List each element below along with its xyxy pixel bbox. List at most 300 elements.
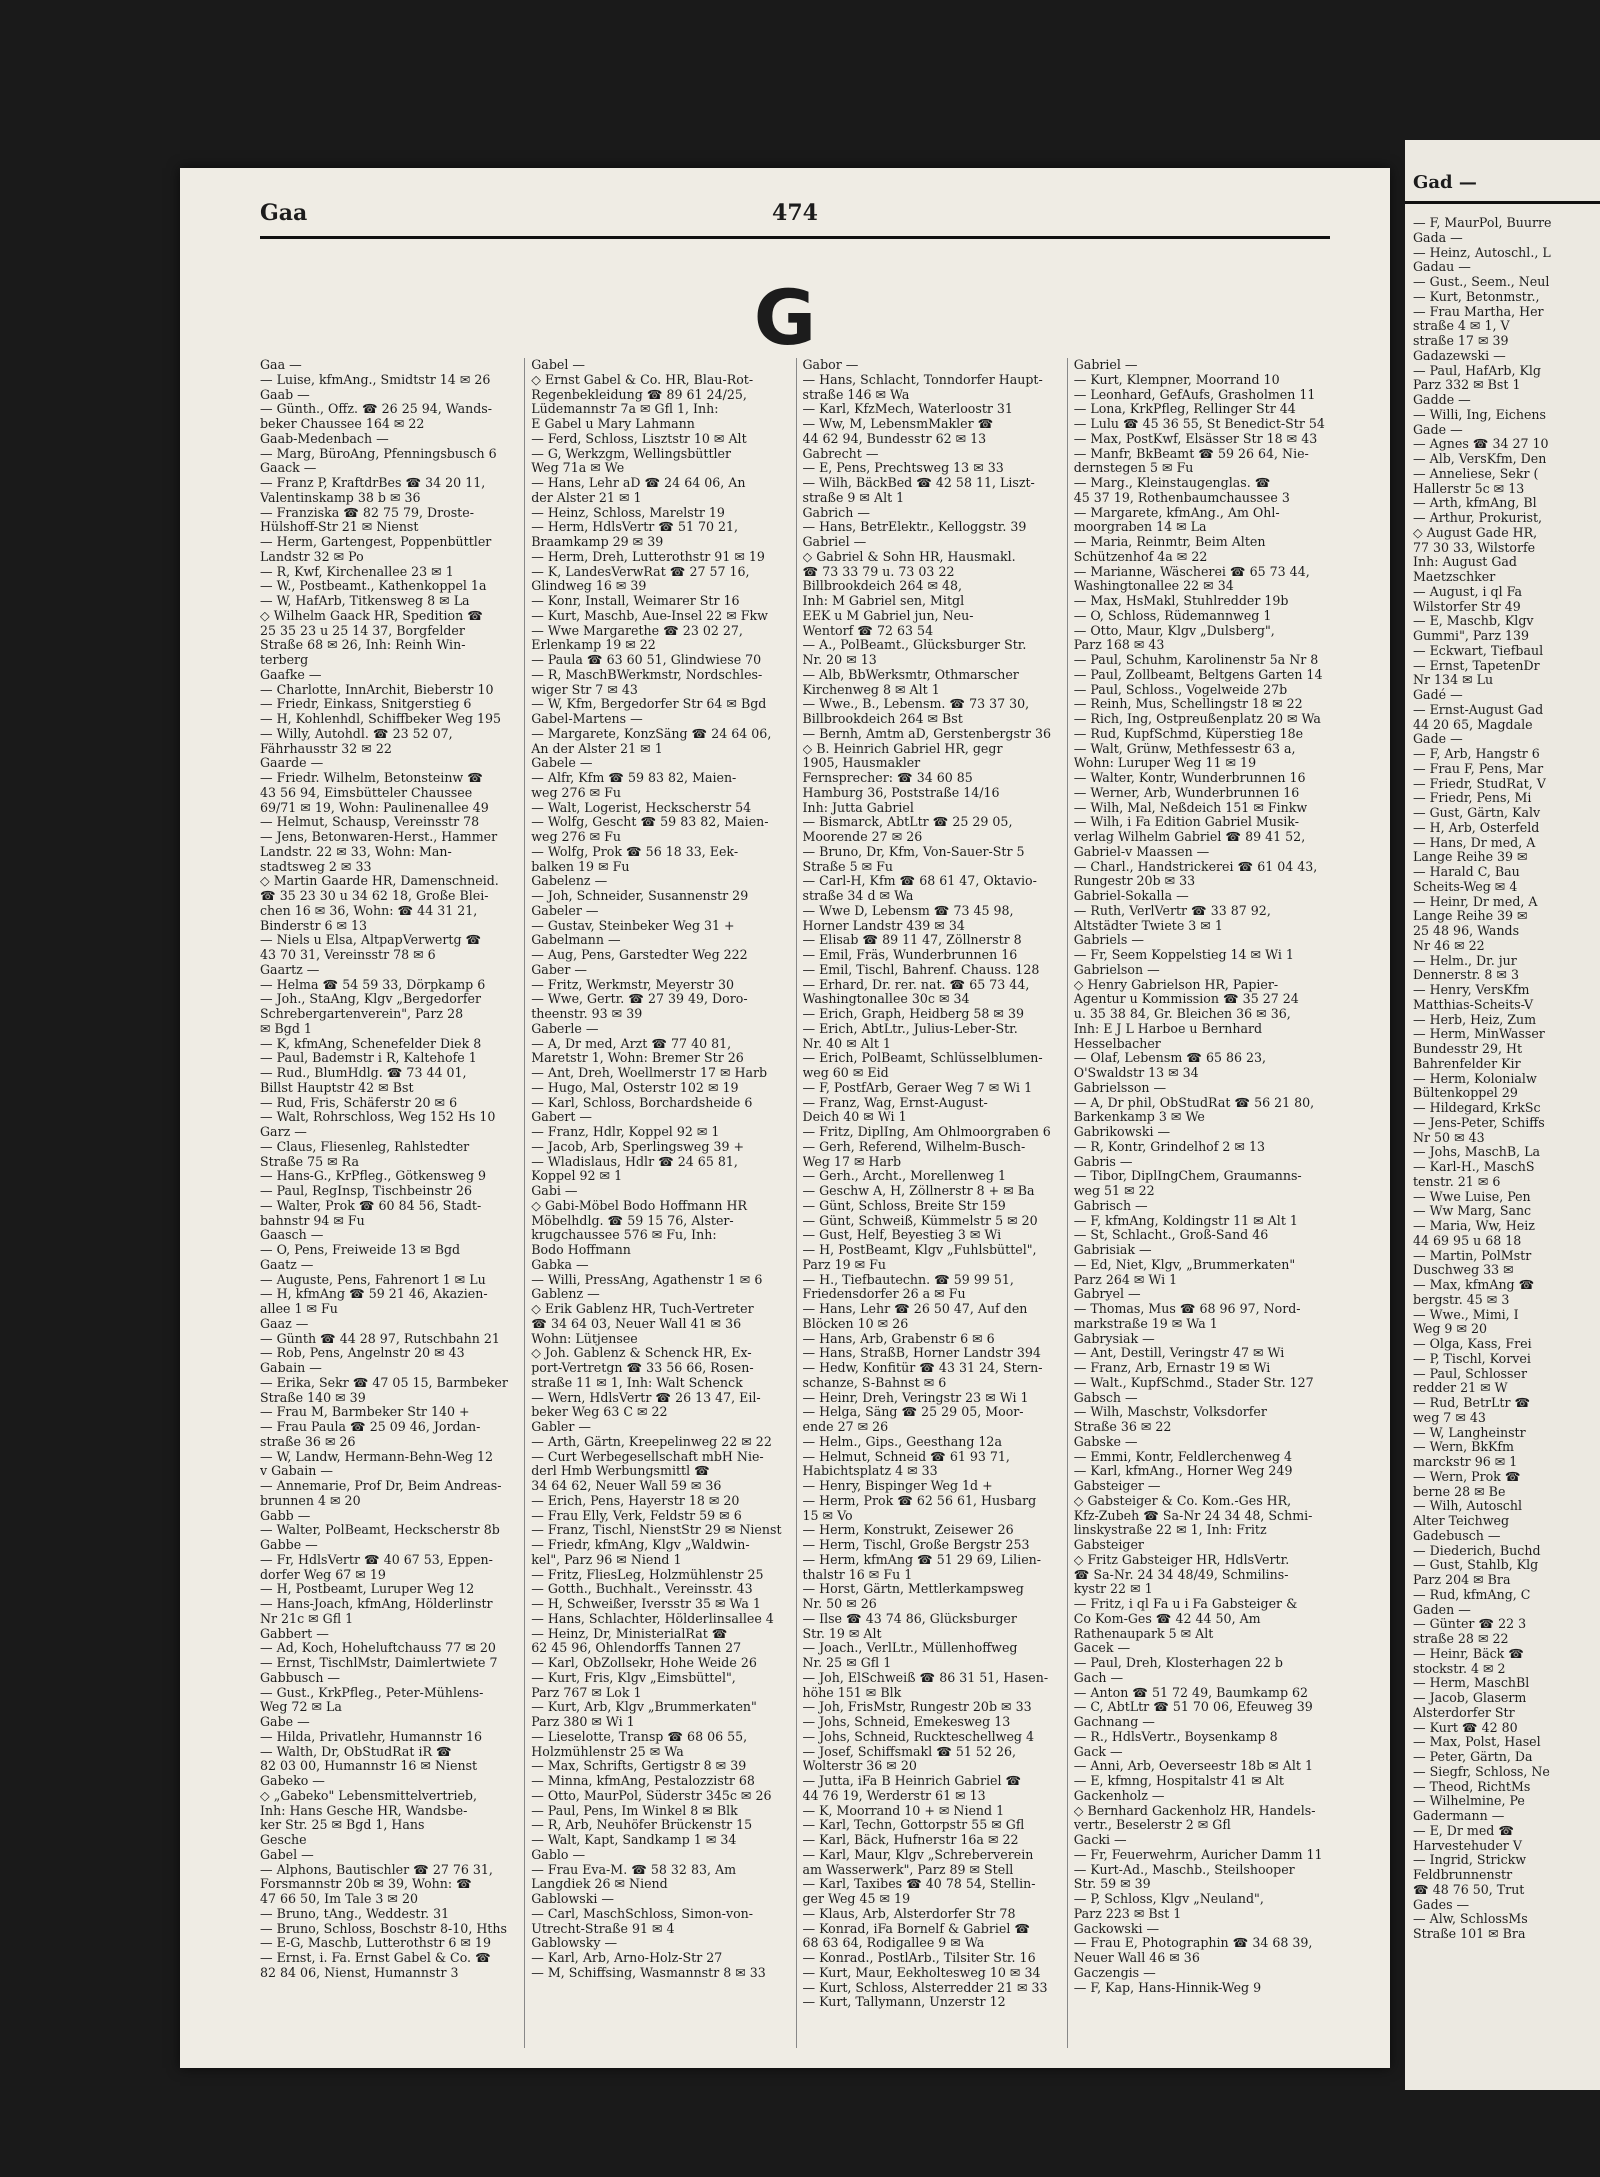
directory-entry: — Herm, kfmAng ☎ 51 29 69, Lilien- — [802, 1552, 1042, 1567]
directory-entry: — Gust., Seem., Neul — [1413, 275, 1550, 289]
directory-entry: — Emil, Tischl, Bahrenf. Chauss. 128 — [802, 962, 1040, 977]
directory-entry: — Ww, M, LebensmMakler ☎ — [802, 417, 994, 431]
directory-entry: — Jacob, Glaserm — [1413, 1691, 1527, 1705]
directory-entry: Gaaz — — [260, 1316, 309, 1331]
directory-entry: Weg 71a ✉ We — [531, 461, 625, 476]
directory-entry: Billbrookdeich 264 ✉ Bst — [802, 712, 963, 726]
directory-entry: Duschweg 33 ✉ — [1413, 1263, 1514, 1278]
directory-entry: — Gust, Stahlb, Klg — [1413, 1558, 1539, 1573]
directory-entry: — Ad, Koch, Hoheluftchauss 77 ✉ 20 — [260, 1641, 496, 1656]
directory-entry: — Karl, Techn, Gottorpstr 55 ✉ Gfl — [802, 1818, 1025, 1833]
directory-entry: — Frau F, Pens, Mar — [1413, 761, 1544, 776]
directory-entry: — Wladislaus, Hdlr ☎ 24 65 81, — [531, 1154, 738, 1169]
directory-entry: Hesselbacher — [1073, 1036, 1161, 1051]
directory-entry: — Hans-G., KrPfleg., Götkensweg 9 — [260, 1169, 487, 1184]
directory-entry: dorfer Weg 67 ✉ 19 — [260, 1567, 386, 1582]
directory-entry: — Ernst-August Gad — [1413, 702, 1544, 717]
directory-entry: — Joh, ElSchweiß ☎ 86 31 51, Hasen- — [802, 1670, 1049, 1685]
directory-entry: Gade — — [1413, 732, 1463, 747]
directory-entry: — Carl-H, Kfm ☎ 68 61 47, Oktavio- — [802, 874, 1037, 889]
directory-entry: Gabsteiger — — [1073, 1479, 1161, 1493]
directory-entry: — W., Postbeamt., Kathenkoppel 1a — [260, 579, 487, 594]
directory-entry: Gada — — [1413, 230, 1463, 245]
directory-entry: — Konrad, iFa Bornelf & Gabriel ☎ — [802, 1921, 1031, 1936]
directory-entry: — Ernst, TischlMstr, Daimlertwiete 7 — [260, 1656, 498, 1670]
directory-entry: — Klaus, Arb, Alsterdorfer Str 78 — [802, 1906, 1016, 1921]
directory-entry: Gadermann — — [1413, 1809, 1505, 1823]
directory-entry: Gabrich — — [802, 505, 870, 520]
directory-entry: Gabrisch — — [1073, 1198, 1148, 1213]
directory-entry: Gack — — [1073, 1744, 1123, 1759]
directory-entry: — Friedr, StudRat, V — [1413, 776, 1546, 791]
directory-entry: EEK u M Gabriel jun, Neu- — [802, 608, 974, 623]
directory-entry: 43 70 31, Vereinsstr 78 ✉ 6 — [260, 948, 436, 962]
directory-entry: — F, PostfArb, Geraer Weg 7 ✉ Wi 1 — [802, 1080, 1033, 1095]
directory-entry: — Heinr, Bäck ☎ — [1413, 1646, 1524, 1661]
directory-entry: Braamkamp 29 ✉ 39 — [531, 535, 664, 549]
directory-entry: — P, Tischl, Korvei — [1413, 1351, 1531, 1366]
directory-entry: — E, kfmng, Hospitalstr 41 ✉ Alt — [1073, 1774, 1284, 1788]
directory-entry: ◇ Fritz Gabsteiger HR, HdlsVertr. — [1073, 1552, 1290, 1567]
directory-entry: — Frau Paula ☎ 25 09 46, Jordan- — [260, 1420, 481, 1434]
directory-entry: stockstr. 4 ✉ 2 — [1413, 1661, 1506, 1676]
directory-entry: Gabbusch — — [260, 1670, 341, 1685]
directory-entry: Gabele — — [531, 756, 593, 771]
directory-entry: — Karl, Schloss, Borchardsheide 6 — [531, 1095, 753, 1110]
directory-entry: An der Alster 21 ✉ 1 — [531, 741, 663, 756]
directory-entry: — Fr, Feuerwehrm, Auricher Damm 11 — [1073, 1847, 1323, 1862]
directory-entry: 34 64 62, Neuer Wall 59 ✉ 36 — [531, 1479, 722, 1493]
directory-entry: Horner Landstr 439 ✉ 34 — [802, 918, 965, 933]
directory-entry: — Diederich, Buchd — [1413, 1543, 1541, 1558]
directory-entry: — Walter, Prok ☎ 60 84 56, Stadt- — [260, 1198, 482, 1213]
directory-entry: derl Hmb Werbungsmittl ☎ — [531, 1464, 710, 1479]
directory-entry: Lange Reihe 39 ✉ — [1413, 909, 1528, 924]
directory-entry: Utrecht-Straße 91 ✉ 4 — [531, 1921, 675, 1936]
directory-entry: — Horst, Gärtn, Mettlerkampsweg — [802, 1582, 1024, 1597]
directory-entry: Bundesstr 29, Ht — [1413, 1042, 1523, 1056]
directory-entry: — Johs, MaschB, La — [1413, 1145, 1540, 1160]
directory-entry: — Bruno, Dr, Kfm, Von-Sauer-Str 5 — [802, 844, 1025, 859]
directory-entry: — Elisab ☎ 89 11 47, Zöllnerstr 8 — [802, 933, 1022, 948]
directory-entry: terberg — [260, 653, 309, 667]
directory-entry: — Charlotte, InnArchit, Bieberstr 10 — [260, 682, 494, 697]
directory-entry: — K, kfmAng, Schenefelder Diek 8 — [260, 1036, 482, 1051]
directory-entry: — Siegfr, Schloss, Ne — [1413, 1764, 1550, 1779]
directory-entry: Nr 134 ✉ Lu — [1413, 673, 1494, 688]
directory-entry: — Franz, Arb, Ernastr 19 ✉ Wi — [1073, 1361, 1271, 1375]
directory-entry: — Joh, FrisMstr, Rungestr 20b ✉ 33 — [802, 1700, 1032, 1715]
directory-entry: Gadau — — [1413, 260, 1471, 275]
directory-entry: — W, HafArb, Titkensweg 8 ✉ La — [260, 594, 470, 608]
directory-entry: — A, Dr phil, ObStudRat ☎ 56 21 80, — [1073, 1095, 1315, 1110]
directory-entry: — Paul, Schuhm, Karolinenstr 5a Nr 8 — [1073, 653, 1319, 667]
directory-entry: — F, MaurPol, Buurre — [1413, 216, 1552, 230]
directory-entry: — Franz, Tischl, NienstStr 29 ✉ Nienst — [531, 1523, 782, 1538]
directory-entry: Erlenkamp 19 ✉ 22 — [531, 638, 656, 653]
directory-entry: — A, Dr med, Arzt ☎ 77 40 81, — [531, 1036, 732, 1051]
directory-entry: Gabel — — [531, 358, 585, 372]
directory-entry: Hallerstr 5c ✉ 13 — [1413, 481, 1525, 496]
directory-entry: — Annemarie, Prof Dr, Beim Andreas- — [260, 1479, 502, 1493]
directory-entry: theenstr. 93 ✉ 39 — [531, 1007, 643, 1021]
directory-entry: — A., PolBeamt., Glücksburger Str. — [802, 638, 1027, 653]
directory-entry: Gade — — [1413, 422, 1463, 437]
directory-entry: kel", Parz 96 ✉ Niend 1 — [531, 1552, 682, 1567]
directory-entry: — Joh., StaAng, Klgv „Bergedorfer — [260, 992, 481, 1007]
directory-entry: — Paul, Pens, Im Winkel 8 ✉ Blk — [531, 1803, 738, 1818]
directory-entry: — Fritz, i ql Fa u i Fa Gabsteiger & — [1073, 1597, 1298, 1611]
directory-entry: 1905, Hausmakler — [802, 756, 921, 771]
directory-entry: Gaberle — — [531, 1021, 599, 1036]
directory-entry: Gabrecht — — [802, 446, 879, 461]
directory-entry: — Fritz, FliesLeg, Holzmühlenstr 25 — [531, 1567, 764, 1582]
directory-entry: — Hans, Dr med, A — [1413, 835, 1536, 850]
directory-entry: Gabler — — [531, 1420, 591, 1434]
directory-entry: 15 ✉ Vo — [802, 1508, 853, 1523]
directory-entry: — Agnes ☎ 34 27 10 — [1413, 437, 1549, 452]
directory-entry: — Karl-H., MaschS — [1413, 1160, 1535, 1174]
directory-entry: — E-G, Maschb, Lutterothstr 6 ✉ 19 — [260, 1936, 491, 1951]
directory-entry: — Friedr. Wilhelm, Betonsteinw ☎ — [260, 771, 483, 785]
directory-entry: — Geschw A, H, Zöllnerstr 8 + ✉ Ba — [802, 1184, 1035, 1198]
directory-entry: allee 1 ✉ Fu — [260, 1302, 338, 1316]
column-4 — [1067, 358, 1330, 2048]
directory-entry: am Wasserwerk", Parz 89 ✉ Stell — [802, 1862, 1014, 1877]
directory-entry: Gabrielson — — [1073, 962, 1160, 977]
directory-entry: 44 76 19, Werderstr 61 ✉ 13 — [802, 1788, 986, 1803]
directory-entry: Wohn: Luruper Weg 11 ✉ 19 — [1073, 756, 1257, 771]
directory-entry: — R, Kwf, Kirchenallee 23 ✉ 1 — [260, 564, 454, 579]
directory-entry: Kirchenweg 8 ✉ Alt 1 — [802, 682, 940, 697]
directory-entry: ☎ 35 23 30 u 34 62 18, Große Blei- — [260, 889, 489, 903]
directory-entry: — Walth, Dr, ObStudRat iR ☎ — [260, 1744, 452, 1759]
directory-entry: Weg 17 ✉ Harb — [802, 1154, 902, 1169]
directory-entry: Friedensdorfer 26 a ✉ Fu — [802, 1287, 966, 1302]
directory-entry: — Henry, Bispinger Weg 1d + — [802, 1479, 993, 1493]
directory-entry: ◇ Gabi-Möbel Bodo Hoffmann HR — [531, 1198, 748, 1213]
column-1 — [260, 358, 516, 2048]
directory-entry: E Gabel u Mary Lahmann — [531, 417, 695, 431]
directory-entry: straße 11 ✉ 1, Inh: Walt Schenck — [531, 1375, 743, 1390]
directory-entry: — Marg, BüroAng, Pfenningsbusch 6 — [260, 446, 497, 461]
directory-entry: — Herm, Tischl, Große Bergstr 253 — [802, 1538, 1030, 1552]
directory-entry: 44 69 95 u 68 18 — [1413, 1233, 1522, 1248]
directory-entry: — Kurt ☎ 42 80 — [1413, 1720, 1518, 1735]
directory-entry: Barkenkamp 3 ✉ We — [1073, 1110, 1205, 1125]
directory-entry: Gaber — — [531, 962, 587, 977]
directory-entry: — Wwe, Gertr. ☎ 27 39 49, Doro- — [531, 992, 748, 1007]
directory-entry: — Thomas, Mus ☎ 68 96 97, Nord- — [1073, 1302, 1301, 1316]
directory-entry: Moorende 27 ✉ 26 — [802, 830, 923, 844]
directory-entry: ger Weg 45 ✉ 19 — [802, 1892, 911, 1906]
directory-entry: Inh: August Gad — [1413, 555, 1517, 570]
directory-entry: — C, AbtLtr ☎ 51 70 06, Efeuweg 39 — [1073, 1700, 1313, 1715]
directory-entry: Gummi", Parz 139 — [1413, 629, 1529, 643]
directory-entry: — Harald C, Bau — [1413, 865, 1520, 879]
directory-entry: Gabriel-Sokalla — — [1073, 889, 1189, 903]
directory-entry: — Bruno, Schloss, Boschstr 8-10, Hths — [260, 1921, 507, 1936]
directory-entry: Gabeler — — [531, 903, 599, 918]
directory-entry: — Kurt, Klempner, Moorrand 10 — [1073, 372, 1280, 387]
directory-entry: Langdiek 26 ✉ Niend — [531, 1877, 668, 1892]
directory-entry: — Wern, BkKfm — [1413, 1440, 1515, 1455]
directory-entry: — Arthur, Prokurist, — [1413, 511, 1543, 525]
directory-entry: — Rud., BlumHdlg. ☎ 73 44 01, — [260, 1066, 467, 1080]
directory-entry: — Heinz, Schloss, Marelstr 19 — [531, 505, 725, 520]
directory-entry: Inh: Jutta Gabriel — [802, 800, 914, 815]
directory-entry: Washingtonallee 30c ✉ 34 — [802, 992, 970, 1007]
directory-entry: — Max, HsMakl, Stuhlredder 19b — [1073, 594, 1289, 608]
directory-entry: ☎ 48 76 50, Trut — [1413, 1882, 1525, 1897]
directory-entry: — Willy, Autohdl. ☎ 23 52 07, — [260, 726, 453, 741]
directory-entry: — Alphons, Bautischler ☎ 27 76 31, — [260, 1862, 493, 1877]
directory-entry: — Hans, Schlachter, Hölderlinsallee 4 — [531, 1611, 774, 1626]
directory-entry: bergstr. 45 ✉ 3 — [1413, 1292, 1510, 1307]
directory-entry: — Eckwart, Tiefbaul — [1413, 643, 1544, 658]
directory-entry: — Werner, Arb, Wunderbrunnen 16 — [1073, 785, 1300, 800]
directory-entry: Inh: E J L Harboe u Bernhard — [1073, 1021, 1263, 1036]
next-page-running-head: Gad — — [1413, 172, 1477, 193]
directory-entry: — R, Arb, Neuhöfer Brückenstr 15 — [531, 1818, 753, 1833]
directory-entry: — Anton ☎ 51 72 49, Baumkamp 62 — [1073, 1685, 1309, 1700]
directory-entry: — Ww Marg, Sanc — [1413, 1204, 1532, 1219]
directory-entry: Gaatz — — [260, 1257, 314, 1272]
directory-entry: Wolterstr 36 ✉ 20 — [802, 1759, 917, 1774]
directory-entry: — H, Kohlenhdl, Schiffbeker Weg 195 — [260, 712, 502, 726]
directory-entry: — Herm, HdlsVertr ☎ 51 70 21, — [531, 520, 739, 535]
directory-entry: — Fr, Seem Koppelstieg 14 ✉ Wi 1 — [1073, 948, 1294, 962]
directory-entry: — Paul, Dreh, Klosterhagen 22 b — [1073, 1656, 1283, 1670]
directory-entry: — Joach., VerlLtr., Müllenhoffweg — [802, 1641, 1018, 1656]
directory-entry: — Friedr, kfmAng, Klgv „Waldwin- — [531, 1538, 750, 1552]
directory-entry: Holzmühlenstr 25 ✉ Wa — [531, 1744, 684, 1759]
directory-entry: — Paul, Zollbeamt, Beltgens Garten 14 — [1073, 667, 1323, 682]
directory-entry: — Kurt, Maschb, Aue-Insel 22 ✉ Fkw — [531, 608, 768, 623]
directory-entry: Gabris — — [1073, 1154, 1133, 1169]
directory-entry: Regenbekleidung ☎ 89 61 24/25, — [531, 387, 747, 402]
directory-entry: — Wilh, BäckBed ☎ 42 58 11, Liszt- — [802, 476, 1035, 490]
directory-entry: Gabsteiger — [1073, 1538, 1144, 1552]
directory-entry: Lange Reihe 39 ✉ — [1413, 850, 1528, 865]
directory-entry: — Alb, VersKfm, Den — [1413, 452, 1547, 466]
directory-entry: — Walt, Grünw, Methfessestr 63 a, — [1073, 741, 1296, 756]
directory-entry: Gabsch — — [1073, 1390, 1138, 1405]
directory-entry: Straße 5 ✉ Fu — [802, 859, 894, 874]
directory-entry: 44 62 94, Bundesstr 62 ✉ 13 — [802, 431, 987, 446]
directory-entry: linskystraße 22 ✉ 1, Inh: Fritz — [1073, 1523, 1267, 1538]
directory-entry: — E, Pens, Prechtsweg 13 ✉ 33 — [802, 461, 1004, 476]
directory-entry: — Helma ☎ 54 59 33, Dörpkamp 6 — [260, 977, 486, 992]
directory-entry: — Ant, Dreh, Woellmerstr 17 ✉ Harb — [531, 1066, 768, 1080]
directory-entry: — Jens, Betonwaren-Herst., Hammer — [260, 830, 498, 844]
directory-entry: — Peter, Gärtn, Da — [1413, 1750, 1533, 1764]
directory-entry: straße 28 ✉ 22 — [1413, 1632, 1509, 1646]
directory-entry: — W, Langheinstr — [1413, 1425, 1526, 1440]
directory-entry: — Hans-Joach, kfmAng, Hölderlinstr — [260, 1597, 493, 1611]
directory-entry: — Hans, Lehr ☎ 26 50 47, Auf den — [802, 1302, 1028, 1316]
directory-entry: Gabi — — [531, 1184, 578, 1198]
directory-entry: — Karl, Taxibes ☎ 40 78 54, Stellin- — [802, 1877, 1036, 1892]
column-2 — [524, 358, 787, 2048]
directory-entry: ◇ Bernhard Gackenholz HR, Handels- — [1073, 1803, 1316, 1818]
directory-entry: Weg 9 ✉ 20 — [1413, 1322, 1488, 1337]
directory-entry: Gabske — — [1073, 1434, 1138, 1449]
directory-entry: — Herb, Heiz, Zum — [1413, 1012, 1537, 1027]
directory-entry: Fernsprecher: ☎ 34 60 85 — [802, 771, 973, 785]
directory-entry: — Max, kfmAng ☎ — [1413, 1278, 1535, 1292]
directory-entry: 44 20 65, Magdale — [1413, 717, 1533, 732]
directory-entry: — Heinr, Dreh, Veringstr 23 ✉ Wi 1 — [802, 1390, 1029, 1405]
directory-entry: Straße 75 ✉ Ra — [260, 1154, 359, 1169]
directory-entry: 43 56 94, Eimsbütteler Chaussee — [260, 785, 473, 800]
directory-entry: — Paul, HafArb, Klg — [1413, 363, 1541, 378]
directory-entry: — Herm, Konstrukt, Zeisewег 26 — [802, 1523, 1014, 1538]
directory-entry: — Olaf, Lebensm ☎ 65 86 23, — [1073, 1051, 1267, 1066]
directory-entry: — Gerh, Referend, Wilhelm-Busch- — [802, 1139, 1026, 1154]
directory-entry: — Frau M, Barmbeker Str 140 + — [260, 1405, 470, 1420]
directory-entry: 77 30 33, Wilstorfe — [1413, 540, 1536, 555]
directory-entry: — Friedr, Einkass, Snitgerstieg 6 — [260, 697, 472, 712]
directory-entry: — Otto, MaurPol, Süderstr 345c ✉ 26 — [531, 1788, 772, 1803]
directory-entry: — Frau Elly, Verk, Feldstr 59 ✉ 6 — [531, 1508, 742, 1523]
directory-entry: verlag Wilhelm Gabriel ☎ 89 41 52, — [1073, 830, 1306, 844]
directory-entry: Billbrookdeich 264 ✉ 48, — [802, 579, 963, 594]
directory-entry: Gades — — [1413, 1897, 1470, 1912]
directory-entry: ◇ Joh. Gablenz & Schenck HR, Ex- — [531, 1346, 752, 1361]
directory-entry: — Bruno, tAng., Weddestr. 31 — [260, 1906, 450, 1921]
directory-entry: — Rud, kfmAng, C — [1413, 1587, 1531, 1602]
directory-entry: Scheits-Weg ✉ 4 — [1413, 879, 1518, 894]
directory-entry: Gabriel — — [802, 535, 867, 549]
directory-entry: Schrebergartenverein", Parz 28 — [260, 1007, 464, 1021]
directory-entry: — Henry, VersKfm — [1413, 983, 1530, 997]
directory-entry: ◇ August Gade HR, — [1413, 525, 1538, 540]
directory-entry: beker Weg 63 C ✉ 22 — [531, 1405, 668, 1420]
directory-entry: — Rud, Fris, Schäferstr 20 ✉ 6 — [260, 1095, 458, 1110]
directory-entry: Maretstr 1, Wohn: Bremer Str 26 — [531, 1051, 744, 1066]
directory-entry: — Reinh, Mus, Schellingstr 18 ✉ 22 — [1073, 697, 1303, 712]
directory-entry: — Wolfg, Prok ☎ 56 18 33, Eek- — [531, 844, 739, 859]
directory-entry: — F, Kap, Hans-Hinnik-Weg 9 — [1073, 1980, 1262, 1995]
directory-entry: thalstr 16 ✉ Fu 1 — [802, 1567, 913, 1582]
directory-entry: Matthias-Scheits-V — [1413, 997, 1534, 1012]
directory-entry: — Olga, Kass, Frei — [1413, 1337, 1532, 1351]
directory-entry: Binderstr 6 ✉ 13 — [260, 918, 368, 933]
directory-entry: dernstegen 5 ✉ Fu — [1073, 461, 1194, 476]
directory-entry: port-Vertretgn ☎ 33 56 66, Rosen- — [531, 1361, 754, 1375]
directory-entry: — Paul, RegInsp, Tischbeinstr 26 — [260, 1184, 473, 1198]
directory-entry: — August, i ql Fa — [1413, 584, 1523, 599]
directory-entry: — Karl, Bäck, Hufnerstr 16a ✉ 22 — [802, 1833, 1019, 1847]
directory-entry: — Max, Schrifts, Gertigstr 8 ✉ 39 — [531, 1759, 747, 1774]
directory-entry: — Arth, kfmAng, Bl — [1413, 496, 1537, 511]
directory-entry: Gabeko — — [260, 1774, 325, 1788]
directory-entry: Habichtsplatz 4 ✉ 33 — [802, 1464, 938, 1479]
page-number: 474 — [772, 200, 818, 226]
directory-entry: — Kurt, Fris, Klgv „Eimsbüttel", — [531, 1670, 736, 1685]
directory-entry: — Lieselotte, Transp ☎ 68 06 55, — [531, 1729, 748, 1744]
directory-entry: 69/71 ✉ 19, Wohn: Paulinenallee 49 — [260, 800, 489, 815]
directory-entry: — Günter ☎ 22 3 — [1413, 1617, 1527, 1632]
directory-entry: — Walt, Logerist, Heckscherstr 54 — [531, 800, 752, 815]
directory-entry: — R, MaschBWerkmstr, Nordschles- — [531, 667, 763, 682]
directory-entry: — Tibor, DiplIngChem, Graumanns- — [1073, 1169, 1302, 1184]
directory-entry: — Frau E, Photographin ☎ 34 68 39, — [1073, 1936, 1313, 1951]
directory-entry: — Gust, Gärtn, Kalv — [1413, 806, 1541, 820]
directory-entry: — Franz P, KraftdrBes ☎ 34 20 11, — [260, 476, 486, 490]
directory-entry: — Lona, KrkPfleg, Rellinger Str 44 — [1073, 402, 1296, 417]
directory-entry: — Jens-Peter, Schiffs — [1413, 1115, 1545, 1130]
directory-entry: — Ingrid, Strickw — [1413, 1853, 1527, 1868]
directory-entry: — Ernst, TapetenDr — [1413, 658, 1540, 673]
directory-entry: — Günt, Schloss, Breite Str 159 — [802, 1198, 1006, 1213]
directory-entry: Straße 36 ✉ 22 — [1073, 1420, 1172, 1434]
directory-entry: — Alw, SchlossMs — [1413, 1912, 1528, 1927]
directory-entry: — Hugo, Mal, Osterstr 102 ✉ 19 — [531, 1080, 739, 1095]
directory-entry: Gablenz — — [531, 1287, 600, 1302]
directory-entry: Inh: M Gabriel sen, Mitgl — [802, 594, 965, 608]
directory-entry: — Helmut, Schneid ☎ 61 93 71, — [802, 1449, 1010, 1464]
directory-entry: Garz — — [260, 1125, 307, 1139]
directory-entry: Gackowski — — [1073, 1921, 1160, 1936]
directory-entry: — Manfr, BkBeamt ☎ 59 26 64, Nie- — [1073, 446, 1309, 461]
directory-entry: — Kurt, Arb, Klgv „Brummerkaten" — [531, 1700, 757, 1715]
directory-entry: beker Chaussee 164 ✉ 22 — [260, 417, 425, 431]
directory-entry: — Anni, Arb, Oeverseestr 18b ✉ Alt 1 — [1073, 1759, 1314, 1774]
directory-entry: — Otto, Maur, Klgv „Dulsberg", — [1073, 623, 1275, 638]
directory-entry: Blöcken 10 ✉ 26 — [802, 1316, 909, 1331]
directory-entry: — E, Maschb, Klgv — [1413, 614, 1534, 629]
directory-entry: — E, Dr med ☎ — [1413, 1823, 1515, 1838]
directory-entry: 25 48 96, Wands — [1413, 924, 1520, 938]
directory-entry: Gabbe — — [260, 1538, 318, 1552]
directory-entry: straße 34 d ✉ Wa — [802, 889, 914, 903]
directory-entry: marckstr 96 ✉ 1 — [1413, 1455, 1518, 1469]
directory-entry: — Max, PostKwf, Elsässer Str 18 ✉ 43 — [1073, 431, 1318, 446]
directory-entry: — Ernst, i. Fa. Ernst Gabel & Co. ☎ — [260, 1951, 491, 1965]
directory-entry: Gaczengis — — [1073, 1965, 1156, 1980]
directory-entry: — R, Kontr, Grindelhof 2 ✉ 13 — [1073, 1139, 1266, 1154]
directory-entry: Möbelhdlg. ☎ 59 15 76, Alster- — [531, 1213, 734, 1228]
directory-entry: tenstr. 21 ✉ 6 — [1413, 1174, 1501, 1189]
next-page-edge — [1405, 140, 1600, 2090]
directory-entry: — Karl, KfzMech, Waterloostr 31 — [802, 402, 1013, 417]
directory-entry: 47 66 50, Im Tale 3 ✉ 20 — [260, 1892, 419, 1906]
directory-entry: — Friedr, Pens, Mi — [1413, 791, 1532, 806]
directory-entry: — Günth., Offz. ☎ 26 25 94, Wands- — [260, 402, 492, 417]
directory-entry: ◇ Gabriel & Sohn HR, Hausmakl. — [802, 549, 1016, 564]
directory-entry: ◇ Martin Gaarde HR, Damenschneid. — [260, 874, 499, 889]
directory-entry: Gabka — — [531, 1257, 589, 1272]
directory-entry: — Kurt-Ad., Maschb., Steilshooper — [1073, 1862, 1295, 1877]
directory-entry: Glindweg 16 ✉ 39 — [531, 579, 647, 594]
directory-entry: — Fritz, DiplIng, Am Ohlmoorgraben 6 — [802, 1125, 1051, 1139]
directory-entry: — Helm., Dr. jur — [1413, 953, 1517, 968]
directory-entry: Gabor — — [802, 358, 859, 372]
directory-entry: ◇ Wilhelm Gaack HR, Spedition ☎ — [260, 608, 483, 623]
directory-entry: Dennerstr. 8 ✉ 3 — [1413, 968, 1519, 983]
directory-entry: Nr. 20 ✉ 13 — [802, 653, 877, 667]
directory-entry: — Franziska ☎ 82 75 79, Droste- — [260, 505, 474, 520]
directory-entry: ◇ Henry Gabrielson HR, Papier- — [1073, 977, 1279, 992]
directory-entry: ◇ B. Heinrich Gabriel HR, gegr — [802, 741, 1003, 756]
directory-entry: — Herm, Dreh, Lutterothstr 91 ✉ 19 — [531, 549, 765, 564]
directory-entry: — Wwe D, Lebensm ☎ 73 45 98, — [802, 903, 1014, 918]
directory-entry: Alsterdorfer Str — [1413, 1705, 1515, 1720]
directory-entry: — M, Schiffsing, Wasmannstr 8 ✉ 33 — [531, 1965, 766, 1980]
directory-entry: Gadebusch — — [1413, 1528, 1501, 1543]
